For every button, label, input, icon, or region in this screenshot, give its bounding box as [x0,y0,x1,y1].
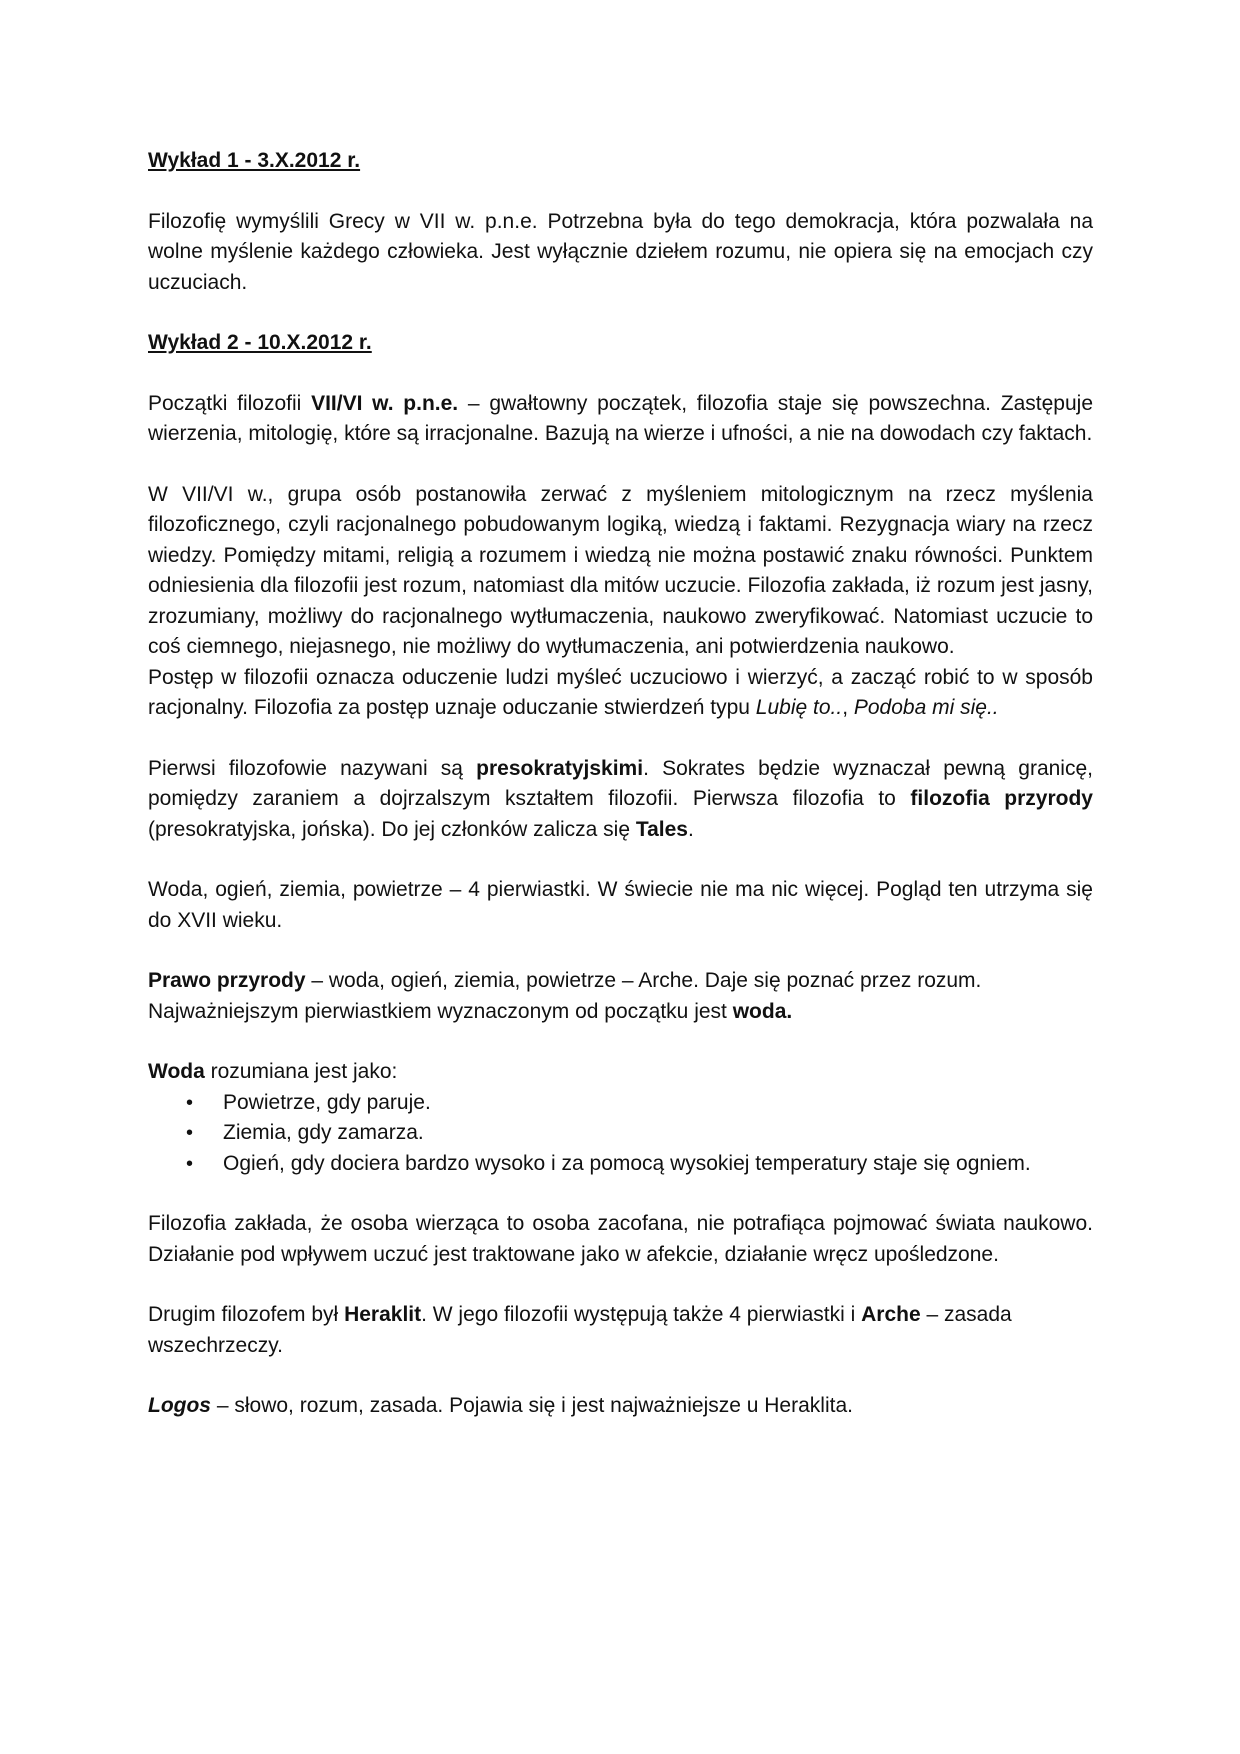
bullet-icon: • [186,1152,194,1175]
list-item: • Ogień, gdy dociera bardzo wysoko i za pomocą wysokiej temperatury staje się ogniem. [148,1149,1093,1180]
bullet-icon: • [186,1091,194,1114]
belief-paragraph: Filozofia zakłada, że osoba wierząca to osoba zacofana, nie potrafiąca pojmować świata naukowo. Działanie pod wpływem uczuć jest traktowane jako w afekcie, działanie wręcz upośledzone. [148,1212,1093,1266]
document-page [148,146,1093,1422]
water-forms-list [148,1088,1093,1180]
list-item: • Powietrze, gdy paruje. [148,1088,1093,1119]
logos-paragraph: Logos – słowo, rozum, zasada. Pojawia się i jest najważniejsze u Heraklita. [148,1394,853,1417]
lecture-2-heading: Wykład 2 - 10.X.2012 r. [148,331,372,354]
lecture-1-paragraph: Filozofię wymyślili Grecy w VII w. p.n.e. Potrzebna była do tego demokracja, która pozwalała na wolne myślenie każdego człowieka. Jest wyłącznie dziełem rozumu, nie opiera się na emocjach czy uczuciach. [148,209,1093,294]
bullet-icon: • [186,1122,194,1144]
heraclitus-paragraph: Drugim filozofem był Heraklit. W jego filozofii występują także 4 pierwiastki i Arche – zasada wszechrzeczy. [148,1303,1012,1357]
progress-paragraph: Postęp w filozofii oznacza oduczenie ludzi myśleć uczuciowo i wierzyć, a zacząć robić to w sposób racjonalny. Filozofia za postęp uznaje oduczanie stwierdzeń typu Lubię to.., Podoba mi się.. [148,665,1093,719]
law-of-nature-paragraph: Prawo przyrody – woda, ogień, ziemia, powietrze – Arche. Daje się poznać przez rozum. Najważniejszym pierwiastkiem wyznaczonym od początku jest woda. [148,969,982,1023]
elements-paragraph: Woda, ogień, ziemia, powietrze – 4 pierwiastki. W świecie nie ma nic więcej. Pogląd ten utrzyma się do XVII wieku. [148,878,1093,932]
water-intro: Woda rozumiana jest jako: [148,1060,398,1083]
origins-paragraph: Początki filozofii VII/VI w. p.n.e. – gwałtowny początek, filozofia staje się powszechna. Zastępuje wierzenia, mitologię, które są irracjonalne. Bazują na wierze i ufności, a nie na dowodach czy faktach. [148,391,1093,445]
lecture-1-heading: Wykład 1 - 3.X.2012 r. [148,149,361,172]
presocratics-paragraph: Pierwsi filozofowie nazywani są presokratyjskimi. Sokrates będzie wyznaczał pewną granicę, pomiędzy zaraniem a dojrzalszym kształtem filozofii. Pierwsza filozofia to filozofia przyrody (presokratyjska, jońska). Do jej członków zalicza się Tales. [148,756,1093,841]
list-item: • Ziemia, gdy zamarza. [148,1118,1093,1149]
myth-vs-reason-paragraph: W VII/VI w., grupa osób postanowiła zerwać z myśleniem mitologicznym na rzecz myślenia filozoficznego, czyli racjonalnego pobudowanym logiką, wiedzą i faktami. Rezygnacja wiary na rzecz wiedzy. Pomiędzy mitami, religią a rozumem i wiedzą nie można postawić znaku równości. Punktem odniesienia dla filozofii jest rozum, natomiast dla mitów uczucie. Filozofia zakłada, iż rozum jest jasny, zrozumiany, możliwy do racjonalnego wytłumaczenia, naukowo zweryfikować. Natomiast uczucie to coś ciemnego, niejasnego, nie możliwy do wytłumaczenia, ani potwierdzenia naukowo. [148,482,1093,658]
